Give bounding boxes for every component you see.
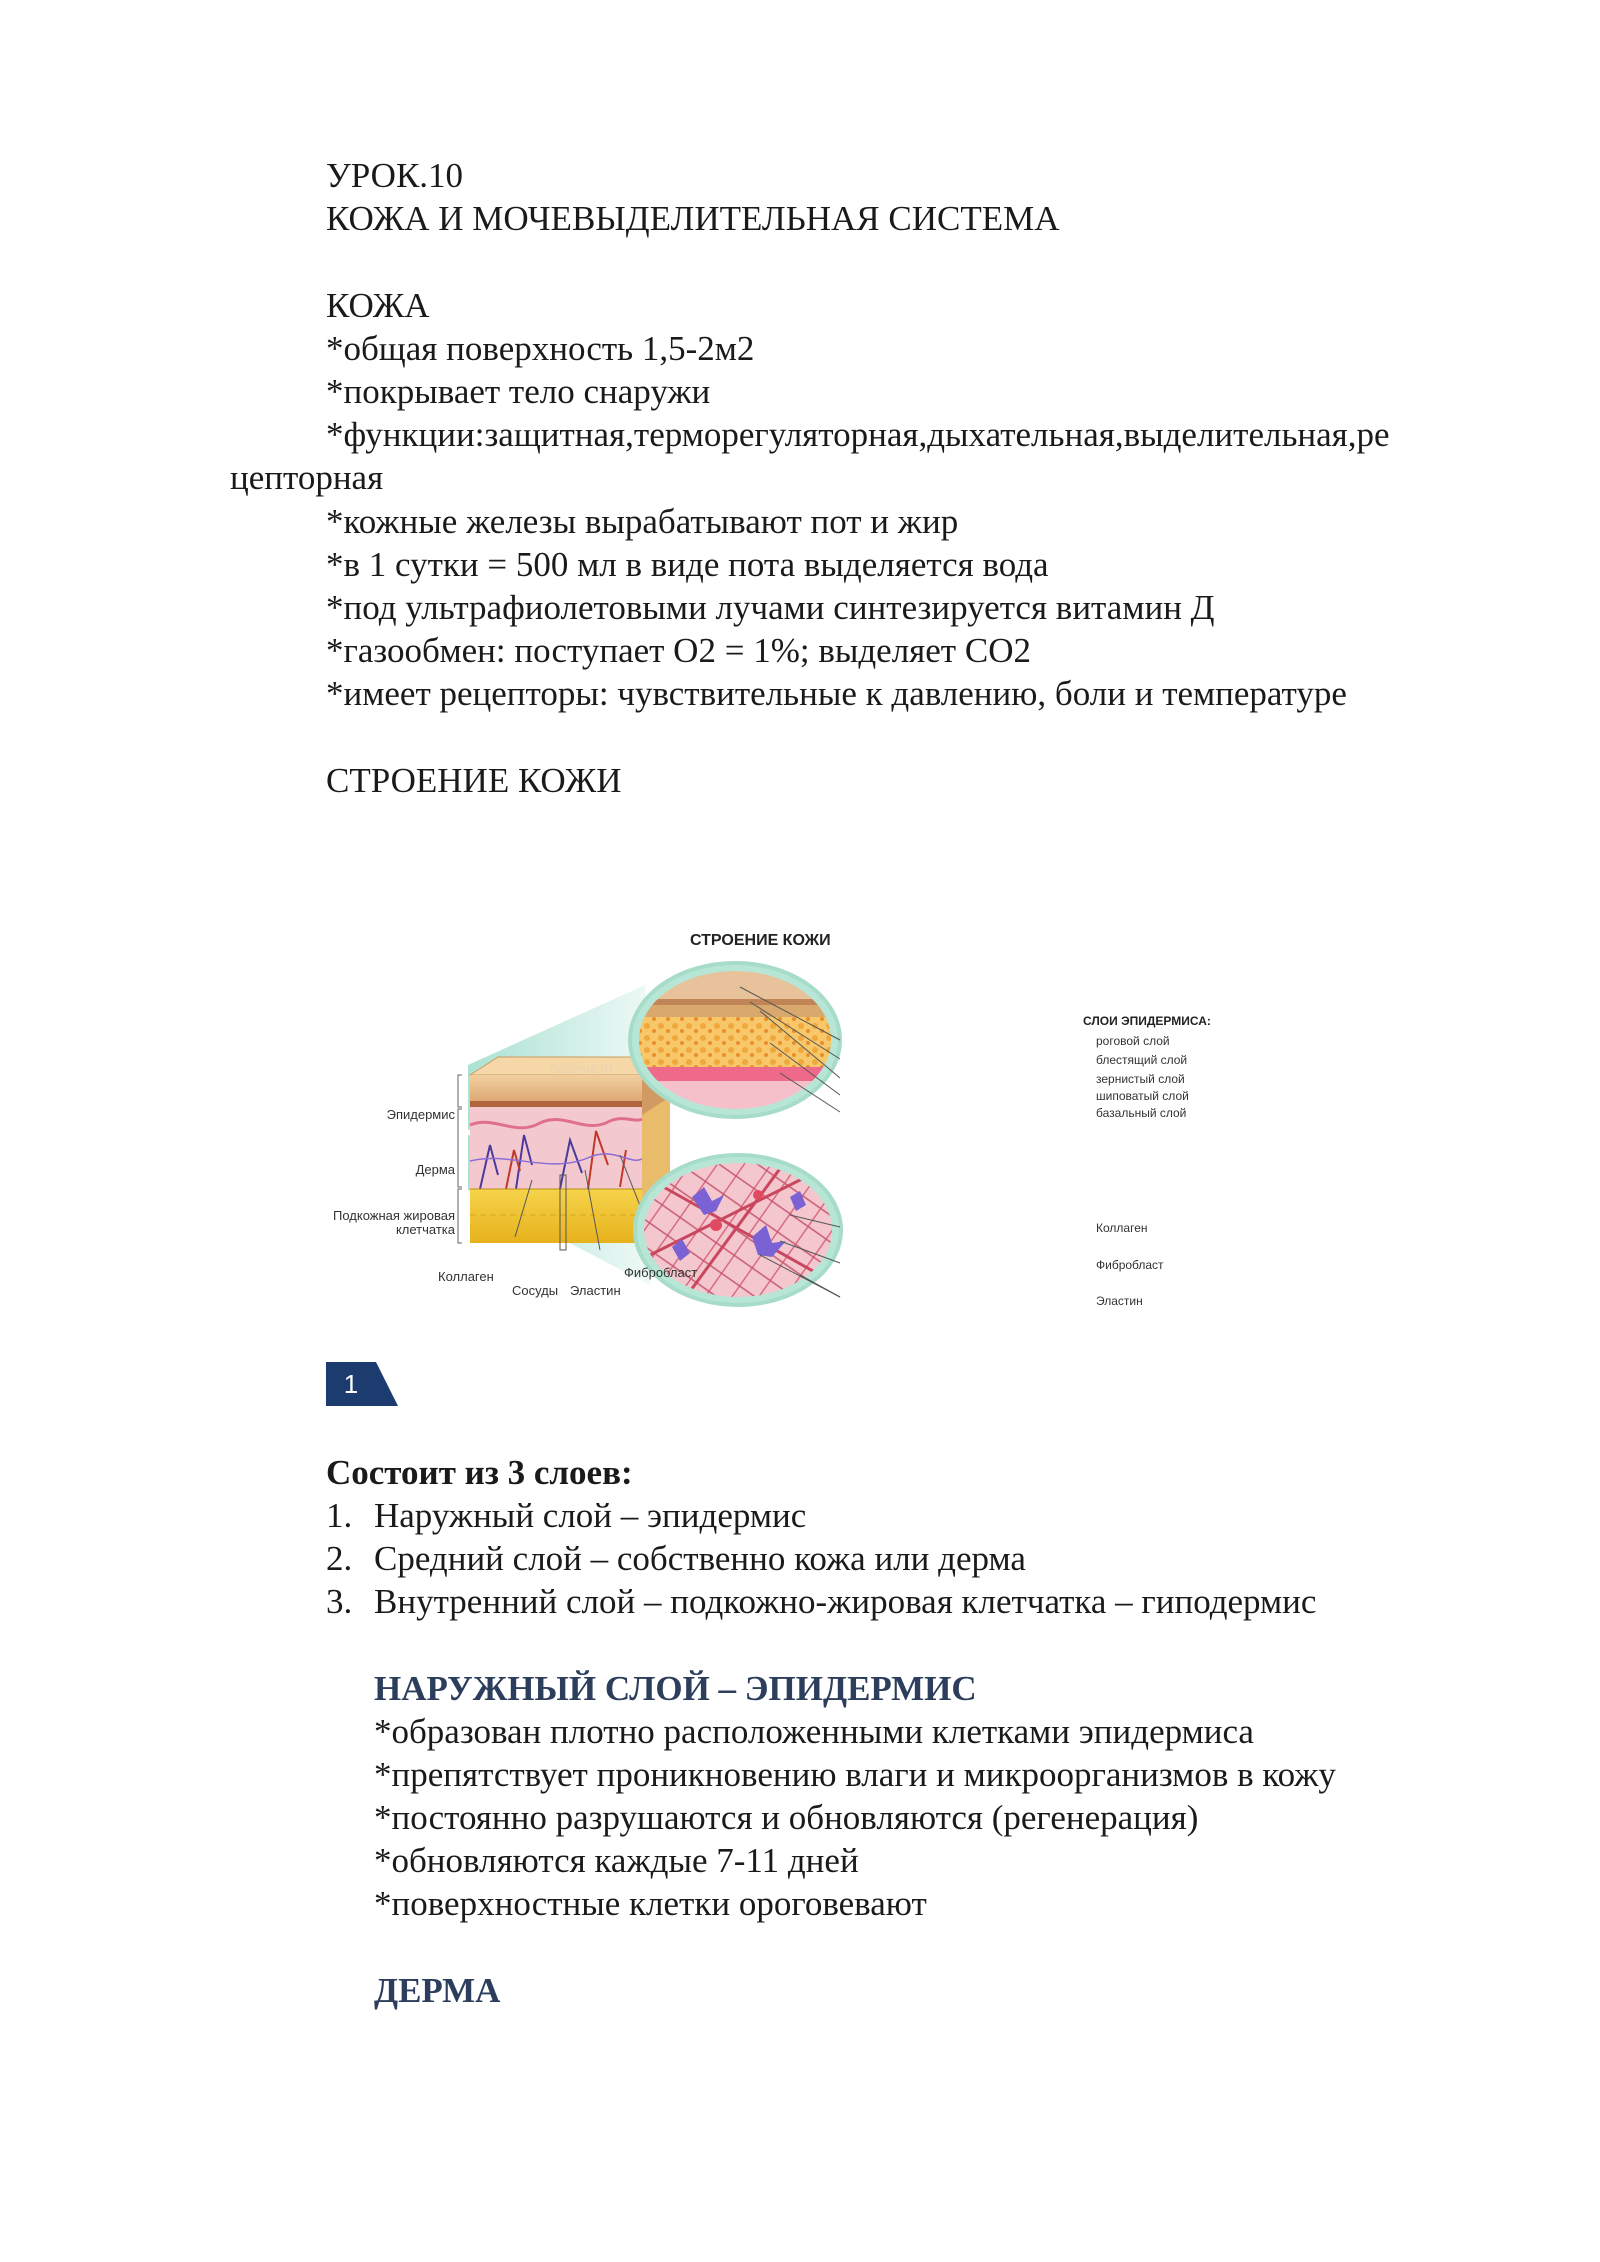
skin-fact: *имеет рецепторы: чувствительные к давлению, боли и температуре — [326, 674, 1347, 713]
list-number: 3. — [326, 1582, 353, 1621]
dermis-label-elastin: Эластин — [1096, 1294, 1143, 1308]
epidermis-layer-label: зернистый слой — [1096, 1072, 1185, 1086]
lesson-topic: КОЖА И МОЧЕВЫДЕЛИТЕЛЬНАЯ СИСТЕМА — [326, 199, 1060, 238]
list-text: Внутренний слой – подкожно-жировая клетчатка – гиподермис — [374, 1582, 1317, 1621]
label-elastin: Эластин — [570, 1283, 621, 1298]
list-number: 1. — [326, 1496, 353, 1535]
skin-fact: *покрывает тело снаружи — [326, 372, 711, 411]
lesson-number: УРОК.10 — [326, 156, 464, 195]
skin-fact: *общая поверхность 1,5-2м2 — [326, 329, 755, 368]
epidermis-fact: *препятствует проникновению влаги и микроорганизмов в кожу — [374, 1755, 1336, 1794]
label-epidermis: Эпидермис — [386, 1107, 455, 1122]
figure-number-badge — [326, 1362, 398, 1406]
skin-fact: *кожные железы вырабатывают пот и жир — [326, 502, 959, 541]
list-item — [326, 1537, 1026, 1581]
label-hypodermis-2: клетчатка — [395, 1222, 455, 1237]
skin-fact-continuation: цепторная — [230, 458, 384, 497]
structure-heading: СТРОЕНИЕ КОЖИ — [326, 761, 622, 800]
label-dermis: Дерма — [415, 1162, 455, 1177]
label-hypodermis-1: Подкожная жировая — [333, 1208, 455, 1223]
epidermis-fact: *образован плотно расположенными клетками эпидермиса — [374, 1712, 1254, 1751]
dermis-label-collagen: Коллаген — [1096, 1221, 1148, 1235]
skin-fact: *под ультрафиолетовыми лучами синтезируется витамин Д — [326, 588, 1215, 627]
epidermis-layer-label: шиповатый слой — [1096, 1089, 1189, 1103]
label-vessels: Сосуды — [512, 1283, 559, 1298]
layers-heading: Состоит из 3 слоев: — [326, 1453, 633, 1492]
skin-fact: *функции:защитная,терморегуляторная,дыхательная,выделительная,ре — [326, 415, 1390, 454]
epidermis-heading: НАРУЖНЫЙ СЛОЙ – ЭПИДЕРМИС — [374, 1669, 977, 1708]
label-collagen: Коллаген — [438, 1269, 494, 1284]
epidermis-layer-label: блестящий слой — [1096, 1053, 1188, 1067]
epidermis-fact: *поверхностные клетки ороговевают — [374, 1884, 927, 1923]
badge-number: 1 — [343, 1369, 359, 1399]
watermark-text: Sistema.ru — [550, 1061, 613, 1076]
label-fibroblast: Фибробласт — [624, 1265, 698, 1280]
figure-title: СТРОЕНИЕ КОЖИ — [690, 932, 831, 949]
list-item — [326, 1580, 1316, 1624]
epidermis-layers-title: СЛОИ ЭПИДЕРМИСА: — [1083, 1014, 1211, 1028]
dermis-label-fibroblast: Фибробласт — [1096, 1258, 1164, 1272]
skin-heading: КОЖА — [326, 286, 430, 325]
list-text: Наружный слой – эпидермис — [374, 1496, 807, 1535]
epidermis-layer-label: роговой слой — [1096, 1034, 1170, 1048]
skin-fact: *газообмен: поступает О2 = 1%; выделяет СО2 — [326, 631, 1031, 670]
dermis-heading: ДЕРМА — [374, 1971, 501, 2010]
list-text: Средний слой – собственно кожа или дерма — [374, 1539, 1026, 1578]
skin-structure-figure — [320, 925, 1240, 1330]
list-item — [326, 1494, 806, 1538]
skin-fact: *в 1 сутки = 500 мл в виде пота выделяется вода — [326, 545, 1049, 584]
epidermis-layer-label: базальный слой — [1096, 1106, 1187, 1120]
epidermis-fact: *обновляются каждые 7-11 дней — [374, 1841, 859, 1880]
epidermis-fact: *постоянно разрушаются и обновляются (регенерация) — [374, 1798, 1199, 1837]
list-number: 2. — [326, 1539, 353, 1578]
